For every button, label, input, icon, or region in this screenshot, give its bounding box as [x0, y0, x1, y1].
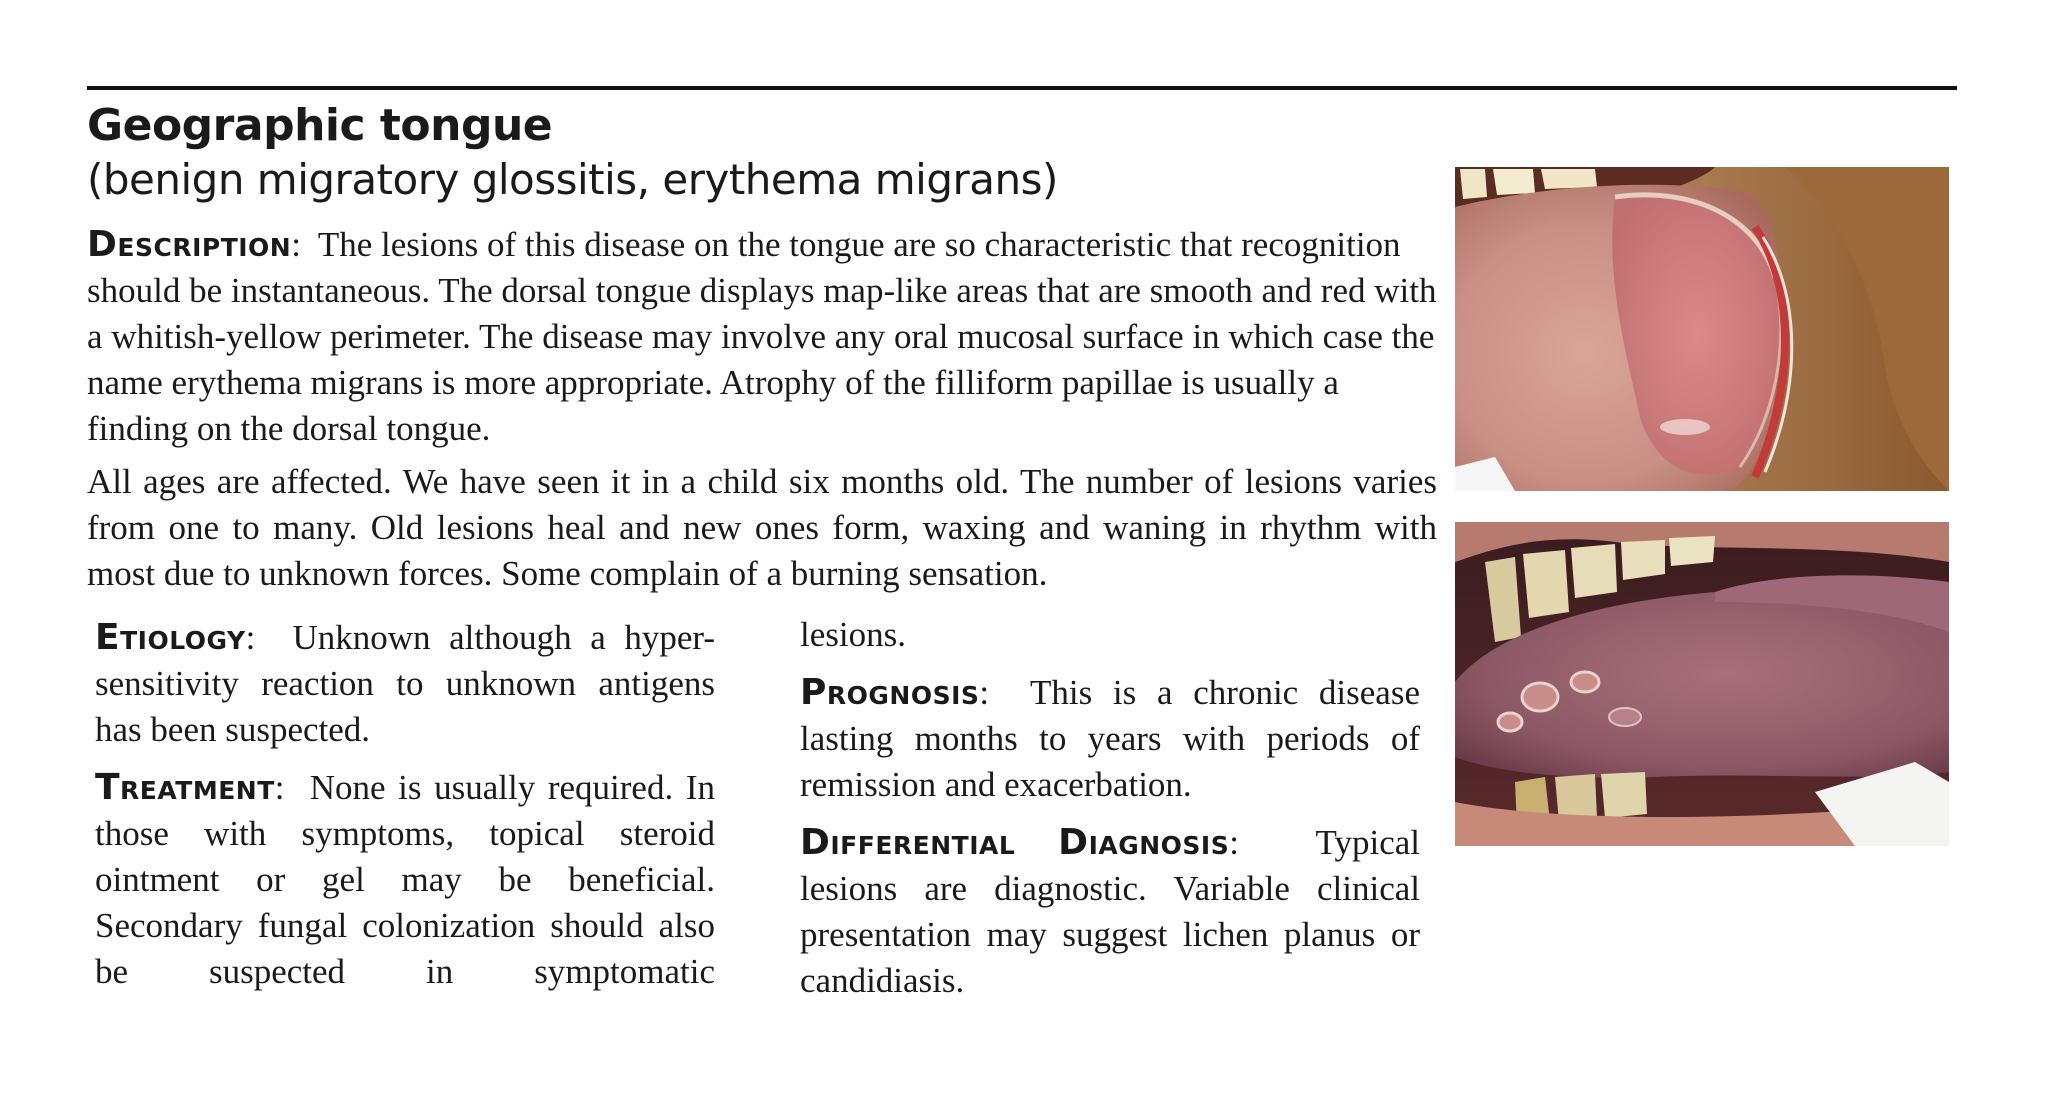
tongue-photo-dorsal-image — [1455, 167, 1949, 491]
description-text: The lesions of this disease on the tongue are so characteristic that recognition should be instantaneous. The dorsal tongue displays map-like areas that are smooth and red with a whitish-yellow perimeter. The disease may involve any oral mucosal surface in which case the name erythema migrans is more appropriate. Atrophy of the filliform papillae is usually a finding on the dorsal tongue. — [87, 225, 1437, 448]
treatment-text: None is usually required. In those with symptoms, topical steroid ointment or gel may be beneficial. Secondary fungal colonization should also be suspected in symptomatic — [95, 768, 715, 991]
right-column — [800, 612, 1420, 1016]
treatment-heading: Treatment — [95, 767, 275, 808]
tongue-photo-lateral-image — [1455, 522, 1949, 846]
left-column — [95, 615, 715, 1007]
tongue-photo-lateral — [1455, 522, 1949, 846]
etiology-heading: Etiology — [95, 617, 246, 658]
differential-paragraph: Differential Diagnosis: Typical lesions are diagnostic. Variable clinical presentation may suggest lichen planus or candidiasis. — [800, 822, 1420, 1000]
page-title: Geographic tongue — [87, 100, 553, 151]
etiology-text: Unknown although a hyper-sensitivity reaction to unknown antigens has been suspected. — [95, 618, 715, 749]
treatment-paragraph: Treatment: None is usually required. In those with symptoms, topical steroid ointment or gel may be beneficial. Secondary fungal colonization should also be suspected in symptomatic — [95, 767, 715, 991]
differential-heading: Differential Diagnosis — [800, 822, 1230, 863]
description-paragraph: Description: The lesions of this disease on the tongue are so characteristic that recognition should be instantaneous. The dorsal tongue displays map-like areas that are smooth and red with a whitish-yellow perimeter. The disease may involve any oral mucosal surface in which case the name erythema migrans is more appropriate. Atrophy of the filliform papillae is usually a finding on the dorsal tongue. — [87, 224, 1437, 448]
prognosis-heading: Prognosis — [800, 672, 980, 713]
differential-text: Typical lesions are diagnostic. Variable clinical presentation may suggest lichen planus or candidiasis. — [800, 823, 1420, 1000]
prognosis-text: This is a chronic disease lasting months to years with periods of remission and exacerbation. — [800, 673, 1420, 804]
treatment-continuation: lesions. — [800, 615, 906, 654]
prognosis-paragraph: Prognosis: This is a chronic disease lasting months to years with periods of remission and exacerbation. — [800, 672, 1420, 804]
top-rule — [87, 86, 1957, 90]
ages-paragraph: All ages are affected. We have seen it in a child six months old. The number of lesions varies from one to many. Old lesions heal and new ones form, waxing and waning in rhythm with most due to unknown forces. Some complain of a burning sensation. — [87, 462, 1437, 593]
page-subtitle: (benign migratory glossitis, erythema migrans) — [87, 155, 1058, 204]
etiology-paragraph: Etiology: Unknown although a hyper-sensitivity reaction to unknown antigens has been suspected. — [95, 617, 715, 749]
tongue-photo-dorsal — [1455, 167, 1949, 491]
description-heading: Description — [87, 224, 292, 265]
